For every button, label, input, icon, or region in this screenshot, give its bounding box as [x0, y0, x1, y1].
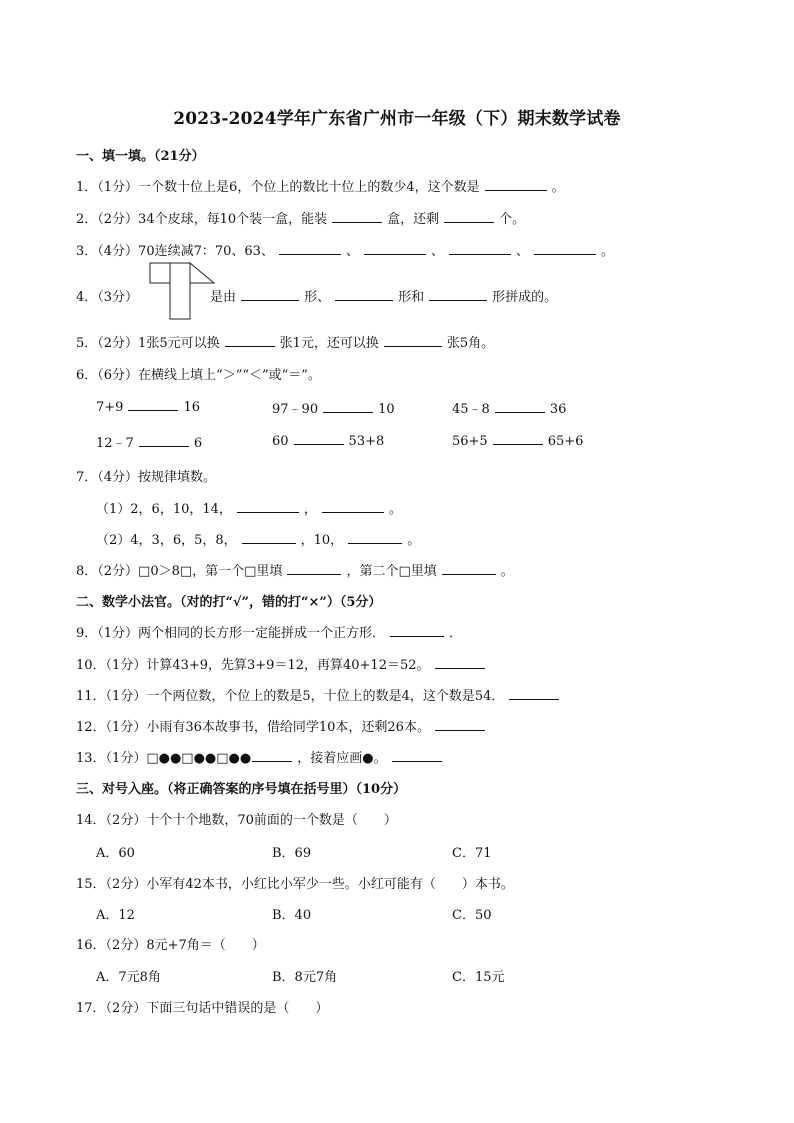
answer-blank[interactable]	[287, 562, 341, 575]
answer-blank[interactable]	[241, 288, 299, 301]
question-3: 3．（4分）70连续减7：70、63、 、 、 、 。	[76, 244, 615, 259]
compare-item: 45﹣8 36	[452, 402, 567, 417]
question-15: 15．（2分）小军有42本书，小红比小军少一些。小红可能有（ ）本书。	[76, 877, 514, 892]
question-7: 7．（4分）按规律填数。	[76, 470, 217, 485]
option-a[interactable]: A．12	[96, 908, 135, 923]
compare-item: 7+9 16	[96, 400, 200, 415]
answer-blank[interactable]	[322, 500, 384, 513]
compare-item: 97﹣90 10	[272, 402, 395, 417]
answer-blank[interactable]	[348, 531, 402, 544]
question-10: 10．（1分）计算43+9，先算3+9＝12，再算40+12＝52。	[76, 654, 490, 673]
option-b[interactable]: B．40	[272, 908, 312, 923]
answer-blank[interactable]	[392, 749, 442, 762]
section-heading-1: 一、填一填。（21分）	[76, 149, 205, 164]
option-a[interactable]: A．60	[96, 846, 135, 861]
answer-blank[interactable]	[332, 210, 382, 223]
answer-blank[interactable]	[429, 288, 487, 301]
compare-item: 12﹣7 6	[96, 436, 203, 451]
answer-blank[interactable]	[390, 624, 444, 637]
question-9: 9．（1分）两个相同的长方形一定能拼成一个正方形． ．	[76, 626, 463, 641]
option-a[interactable]: A．7元8角	[96, 970, 161, 985]
answer-blank[interactable]	[485, 178, 547, 191]
answer-blank[interactable]	[335, 288, 393, 301]
page-title: 2023-2024学年广东省广州市一年级（下）期末数学试卷	[173, 109, 621, 129]
question-8: 8．（2分）□0＞8□，第一个□里填 ，第二个□里填 。	[76, 564, 514, 579]
square-shape	[150, 263, 170, 283]
answer-blank[interactable]	[534, 242, 596, 255]
option-b[interactable]: B．69	[272, 846, 312, 861]
answer-blank[interactable]	[364, 242, 426, 255]
question-2: 2．（2分）34个皮球，每10个装一盒，能装 盒，还剩 个。	[76, 212, 526, 227]
compare-item: 56+5 65+6	[452, 434, 584, 449]
option-c[interactable]: C．50	[452, 908, 492, 923]
answer-blank[interactable]	[294, 432, 344, 445]
section-heading-2: 二、数学小法官。（对的打“√”，错的打“×”）（5分）	[76, 595, 382, 610]
answer-blank[interactable]	[493, 432, 543, 445]
question-4: 4．（3分） 是由 形、 形和 形拼成的。	[76, 290, 558, 305]
answer-blank[interactable]	[435, 718, 485, 731]
question-7-part-1: （1）2，6，10，14， ， 。	[96, 502, 402, 517]
option-c[interactable]: C．71	[452, 846, 492, 861]
answer-blank[interactable]	[139, 434, 189, 447]
answer-blank[interactable]	[495, 400, 545, 413]
answer-blank[interactable]	[384, 334, 442, 347]
compare-item: 60 53+8	[272, 434, 385, 449]
answer-blank[interactable]	[435, 656, 485, 669]
question-16: 16．（2分）8元+7角＝（ ）	[76, 938, 265, 953]
question-1: 1．（1分）一个数十位上是6，个位上的数比十位上的数少4，这个数是 。	[76, 180, 565, 195]
answer-blank[interactable]	[509, 687, 559, 700]
question-17: 17．（2分）下面三句话中错误的是（ ）	[76, 1001, 329, 1016]
answer-blank[interactable]	[128, 398, 178, 411]
answer-blank[interactable]	[237, 500, 299, 513]
question-6: 6．（6分）在横线上填上“＞”“＜”或“＝”。	[76, 368, 321, 383]
answer-blank[interactable]	[242, 531, 296, 544]
answer-blank[interactable]	[444, 210, 494, 223]
section-heading-3: 三、对号入座。（将正确答案的序号填在括号里）（10分）	[76, 782, 407, 797]
answer-blank[interactable]	[225, 334, 275, 347]
question-7-part-2: （2）4，3，6，5，8， ，10， 。	[96, 533, 421, 548]
question-5: 5．（2分）1张5元可以换 张1元，还可以换 张5角。	[76, 336, 495, 351]
answer-blank[interactable]	[442, 562, 496, 575]
question-11: 11．（1分）一个两位数，个位上的数是5，十位上的数是4，这个数是54．	[76, 685, 564, 704]
question-12: 12．（1分）小雨有36本故事书，借给同学10本，还剩26本。	[76, 716, 490, 735]
option-c[interactable]: C．15元	[452, 970, 505, 985]
answer-blank[interactable]	[279, 242, 341, 255]
answer-blank[interactable]	[323, 400, 373, 413]
answer-blank[interactable]	[449, 242, 511, 255]
triangle-shape	[190, 263, 214, 283]
option-b[interactable]: B．8元7角	[272, 970, 338, 985]
question-14: 14．（2分）十个十个地数，70前面的一个数是（ ）	[76, 813, 397, 828]
question-13: 13．（1分）□●●□●●□●● ，接着应画●。	[76, 747, 447, 766]
answer-blank[interactable]	[252, 749, 292, 762]
